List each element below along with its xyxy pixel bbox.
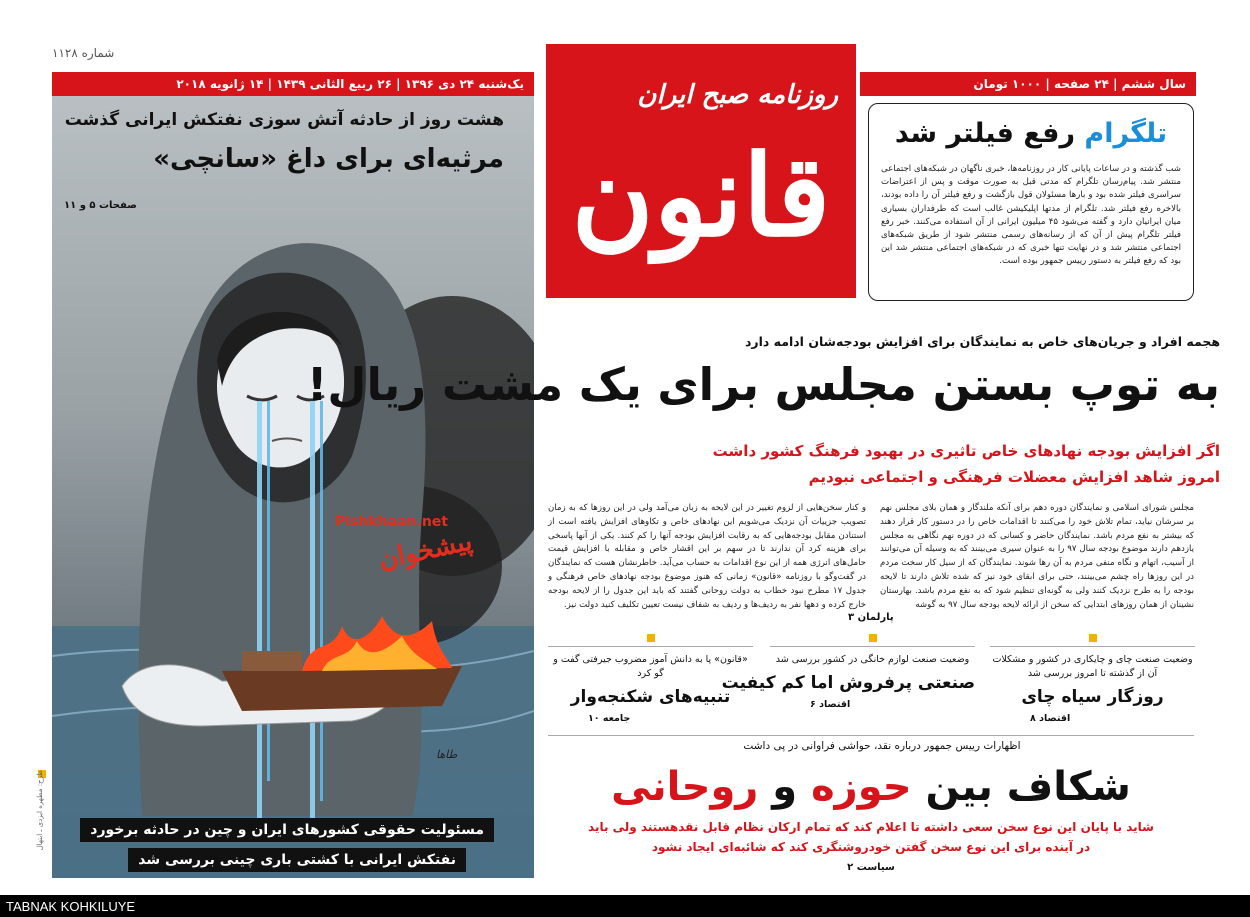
logo-name: قانون xyxy=(571,131,831,262)
mini-story-headline: روزگار سیاه چای xyxy=(1021,687,1164,707)
mini-story-page: اقتصاد ۶ xyxy=(810,699,851,710)
hero-headline: مرثیه‌ای برای داغ «سانچی» xyxy=(153,144,504,174)
headline-red-word: حوزه xyxy=(811,764,912,810)
logo-subtitle: روزنامه صبح ایران xyxy=(637,80,838,110)
telegram-headline xyxy=(881,118,1181,149)
telegram-headline-rest: رفع فیلتر شد xyxy=(894,118,1085,149)
mourning-woman-illustration xyxy=(52,96,534,878)
main-story-kicker: هجمه افراد و جریان‌های خاص به نمایندگان برای افزایش بودجه‌شان ادامه دارد xyxy=(745,334,1220,349)
main-story-column-1: مجلس شورای اسلامی و نمایندگان دوره دهم برای آنکه ملندگار و همان بلای مجلس نهم بر سرشان نیاید، تمام تلاش خود را می‌کنند تا اقدامات خاص را در دستور کار قرار دهند که بیشتر به نفع مردم باشد. نمایندگان حاضر و کسانی که در دوره نهم نگاهی به مجلس یازدهم دارند موضوع بودجه سال ۹۷ را به عنوان سیری می‌بینند که به وسیله آن می‌توانند از آسیب، اتهام و نگاه منفی مردم به آن رها شوند. نمایندگان که از سیل کار سخت مردم در این روزها راه چشم می‌بینند، حتی برای ابقای خود نیز که شده تلاش دارند تا لایحه بودجه را به طرح نزدیک کنند ولی به گونه‌ای تنظیم شود که به نفع مردم باشد. بهارستان نشینان از همان روزهای ابتدایی که سخن از ارائه لایحه بودجه سال ۹۷ به گوشه xyxy=(880,503,1194,610)
telegram-body: شب گذشته و در ساعات پایانی کار در روزنامه‌ها، خبری ناگهان در شبکه‌های اجتماعی منتشر شد. پیام‌رسان تلگرام که مدتی قبل به صورت موقت و پس از اعتراضات سراسری فیلتر شده بود و بارها مسئولان قول بازگشت و رفع فیلتر آن را داده بودند، بالاخره رفع فیلتر شد. تلگرام از مدتها اپلیکیشن غالب است که طرفداران بسیاری میان ایرانیان دارد و گفته می‌شود ۴۵ میلیون ایرانی از آن استفاده می‌کنند. خبر رفع فیلتر تلگرام پیش از آن که از رسانه‌های رسمی منتشر شود از طریق شبکه‌های اجتماعی منتشر شد و در نهایت تنها خبری که در شبکه‌های اجتماعی منتشر شد این بود که رفع فیلتر به دستور رییس جمهور بوده است. xyxy=(881,164,1181,267)
bullet-square-icon xyxy=(647,634,655,642)
headline-red-word: روحانی xyxy=(611,764,759,810)
section-divider xyxy=(548,735,1194,736)
source-footer: TABNAK KOHKILUYE xyxy=(0,895,1250,917)
second-story-page: سیاست ۲ xyxy=(847,862,895,873)
mini-story-punishment xyxy=(548,634,753,724)
mini-story-headline: صنعتی پرفروش اما کم کیفیت xyxy=(721,673,975,693)
bullet-square-icon xyxy=(1089,634,1097,642)
issue-number: شماره ۱۱۲۸ xyxy=(52,46,115,60)
mini-story-tea xyxy=(990,634,1195,724)
price-bar: سال ششم | ۲۴ صفحه | ۱۰۰۰ تومان xyxy=(860,72,1196,96)
headline-part: شکاف بین xyxy=(911,764,1131,810)
hero-caption-line1: مسئولیت حقوقی کشورهای ایران و چین در حادثه برخورد xyxy=(80,818,494,842)
main-story-headline: به توپ بستن مجلس برای یک مشت ریال! xyxy=(306,358,1220,411)
second-story-subhead-1: شاید با پایان این نوع سخن سعی داشته تا اعلام کند که تمام ارکان نظام قابل نقدهستند ولی باید xyxy=(588,820,1154,834)
main-story-subhead-2: امروز شاهد افزایش معضلات فرهنگی و اجتماعی نبودیم xyxy=(808,468,1220,486)
main-story-page-ref: پارلمان ۳ xyxy=(848,612,894,623)
mini-story-kicker: «قانون» پا به دانش آموز مضروب جیرفتی گفت و گو کرد xyxy=(553,654,748,679)
main-story-column-2: و کنار سخن‌هایی از لزوم تغییر در این لایحه به زبان می‌آمد ولی در این روزها که به زمان تصویب جزییات آن نزدیک می‌شویم این نهادهای خاص و تکاوهای افزایش یافته است از استنادن مقابل بودجه‌هایی که به رقابت افزایش بودجه آنها را کم کنند. یکی از آنها پاسخی برای هزینه کرد آن ندارند تا در سهم بر این اقشار خاص و مقابله با افزایش قیمت حامل‌های انرژی همه از این نوع اقدامات به حساب می‌آید. خاطرنشان هست که نمایندگان در گفت‌وگو با روزنامه «قانون» زمانی که هنوز موضوع بودجه نهادهای خاص فرهنگی و جدول ۱۷ مطرح نبود خطاب به دولت روحانی گفتند که باید این جدول را از لایحه بودجه خارج کرده و دهها نفر به ردیف‌ها و ردیف به شفاف نیست تعیین تکلیف کنید دولت نیز. xyxy=(548,503,867,610)
mini-story-kicker: وضعیت صنعت لوازم خانگی در کشور بررسی شد xyxy=(775,654,970,665)
headline-part: و xyxy=(758,764,812,810)
bullet-square-icon xyxy=(869,634,877,642)
second-story-subhead-2: در آینده برای این نوع سخن گفتن خودروشنگری کند که شائبه‌ای ایجاد نشود xyxy=(651,840,1091,854)
main-story-subhead-1: اگر افزایش بودجه نهادهای خاص تاثیری در بهبود فرهنگ کشور داشت xyxy=(712,442,1220,460)
telegram-headline-blue: تلگرام xyxy=(1084,118,1168,149)
mini-story-page: اقتصاد ۸ xyxy=(1030,713,1071,724)
hero-kicker: هشت روز از حادثه آتش سوزی نفتکش ایرانی گذشت xyxy=(64,110,504,130)
artist-signature: طاها xyxy=(436,748,458,761)
watermark-english: Pishkhaan.net xyxy=(335,514,448,530)
mini-story-kicker: وضعیت صنعت چای و چایکاری در کشور و مشکلات آن از گذشته تا امروز بررسی شد xyxy=(992,654,1193,679)
mini-story-headline: تنبیه‌های شکنجه‌وار xyxy=(570,687,731,707)
telegram-news-box xyxy=(868,103,1194,301)
hero-caption-line2: نفتکش ایرانی با کشتی باری چینی بررسی شد xyxy=(128,848,466,872)
mini-story-page: جامعه ۱۰ xyxy=(588,713,631,724)
hero-illustration xyxy=(52,96,534,878)
second-story-kicker: اظهارات رییس جمهور درباره نقد، حواشی فراوانی در پی داشت xyxy=(743,740,1021,752)
illustration-credit: طرح: مطهره ایزدی ـ ابتهال xyxy=(36,770,44,851)
hero-pages-ref: صفحات ۵ و ۱۱ xyxy=(64,200,137,211)
second-story-headline xyxy=(548,764,1194,810)
mini-story-appliances xyxy=(721,634,975,710)
watermark-persian: پیشخوان xyxy=(375,526,475,576)
date-bar: یک‌شنبه ۲۴ دی ۱۳۹۶ | ۲۶ ربیع الثانی ۱۴۳۹ | ۱۴ ژانویه ۲۰۱۸ xyxy=(52,72,534,96)
newspaper-logo xyxy=(546,44,856,298)
